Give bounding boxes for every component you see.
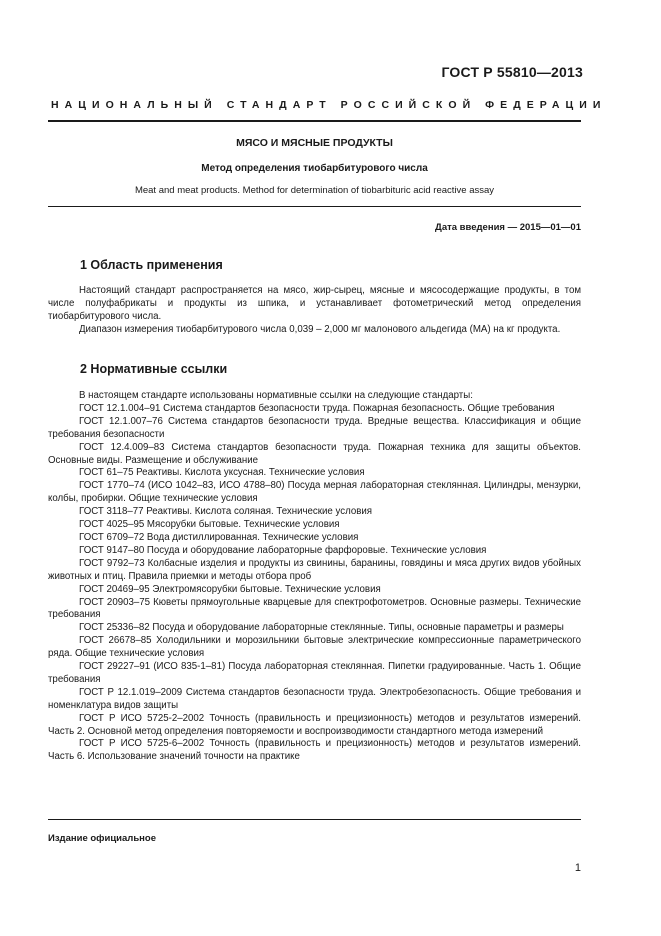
reference-item: ГОСТ 25336–82 Посуда и оборудование лабораторные стеклянные. Типы, основные параметры и размеры xyxy=(79,622,564,634)
national-standard-banner: НАЦИОНАЛЬНЫЙ СТАНДАРТ РОССИЙСКОЙ ФЕДЕРАЦИИ xyxy=(51,99,607,111)
section-2-body xyxy=(48,390,581,764)
introduction-date: Дата введения — 2015—01—01 xyxy=(435,222,581,233)
paragraph: Настоящий стандарт распространяется на мясо, жир-сырец, мясные и мясосодержащие продукты, в том числе полуфабрикаты и продукты из шпика, и устанавливает фотометрический метод определения тиобарбитурового числа. xyxy=(48,285,581,322)
standard-subtitle: Метод определения тиобарбитурового числа xyxy=(201,163,428,174)
reference-item: ГОСТ 12.1.007–76 Система стандартов безопасности труда. Вредные вещества. Классификация и общие требования безопасности xyxy=(48,415,581,440)
reference-item: ГОСТ 12.1.004–91 Система стандартов безопасности труда. Пожарная безопасность. Общие требования xyxy=(79,402,555,414)
reference-item: ГОСТ Р ИСО 5725-6–2002 Точность (правильность и прецизионность) методов и результатов измерений. Часть 6. Использование значений точности на практике xyxy=(48,738,581,763)
reference-item: ГОСТ 1770–74 (ИСО 1042–83, ИСО 4788–80) Посуда мерная лабораторная стеклянная. Цилиндры, мензурки, колбы, пробирки. Общие технические условия xyxy=(48,480,581,505)
english-title: Meat and meat products. Method for determination of tiobarbituric acid reactive assay xyxy=(134,185,495,196)
reference-item: ГОСТ 61–75 Реактивы. Кислота уксусная. Технические условия xyxy=(79,467,365,479)
section-1-heading: 1 Область применения xyxy=(80,258,223,272)
reference-item: ГОСТ 9792–73 Колбасные изделия и продукты из свинины, баранины, говядины и мяса других видов убойных животных и птиц. Правила приемки и методы отбора проб xyxy=(48,557,581,582)
reference-item: ГОСТ 26678–85 Холодильники и морозильники бытовые электрические компрессионные параметрического ряда. Общие технические условия xyxy=(48,635,581,660)
footer-divider xyxy=(48,819,581,820)
header-divider xyxy=(48,120,581,122)
reference-item: ГОСТ 29227–91 (ИСО 835-1–81) Посуда лабораторная стеклянная. Пипетки градуированные. Часть 1. Общие требования xyxy=(48,661,581,685)
reference-item: ГОСТ Р ИСО 5725-2–2002 Точность (правильность и прецизионность) методов и результатов измерений. Часть 2. Основной метод определения повторяемости и воспроизводимости стандартного метода измерений xyxy=(48,712,581,737)
paragraph: В настоящем стандарте использованы нормативные ссылки на следующие стандарты: xyxy=(79,390,473,401)
standard-title: МЯСО И МЯСНЫЕ ПРОДУКТЫ xyxy=(236,137,393,149)
reference-item: ГОСТ 9147–80 Посуда и оборудование лабораторные фарфоровые. Технические условия xyxy=(79,544,487,556)
reference-item: ГОСТ 20903–75 Кюветы прямоугольные кварцевые для спектрофотометров. Основные размеры. Технические требования xyxy=(48,596,581,621)
reference-item: ГОСТ 12.4.009–83 Система стандартов безопасности труда. Пожарная техника для защиты объектов. Основные виды. Размещение и обслуживание xyxy=(48,441,581,466)
official-edition-label: Издание официальное xyxy=(48,833,156,844)
reference-item: ГОСТ 3118–77 Реактивы. Кислота соляная. Технические условия xyxy=(79,506,373,518)
gost-code: ГОСТ Р 55810—2013 xyxy=(441,64,583,80)
reference-item: ГОСТ 20469–95 Электромясорубки бытовые. Технические условия xyxy=(79,583,381,595)
reference-item: ГОСТ 6709–72 Вода дистиллированная. Технические условия xyxy=(79,531,359,543)
paragraph: Диапазон измерения тиобарбитурового числа 0,039 – 2,000 мг малонового альдегида (МА) на кг продукта. xyxy=(79,323,561,335)
reference-item: ГОСТ 4025–95 Мясорубки бытовые. Технические условия xyxy=(79,519,340,531)
reference-item: ГОСТ Р 12.1.019–2009 Система стандартов безопасности труда. Электробезопасность. Общие требования и номенклатура видов защиты xyxy=(48,686,581,711)
title-divider xyxy=(48,206,581,207)
section-2-heading: 2 Нормативные ссылки xyxy=(80,362,228,376)
page-number: 1 xyxy=(574,862,581,874)
section-1-body xyxy=(48,285,581,337)
